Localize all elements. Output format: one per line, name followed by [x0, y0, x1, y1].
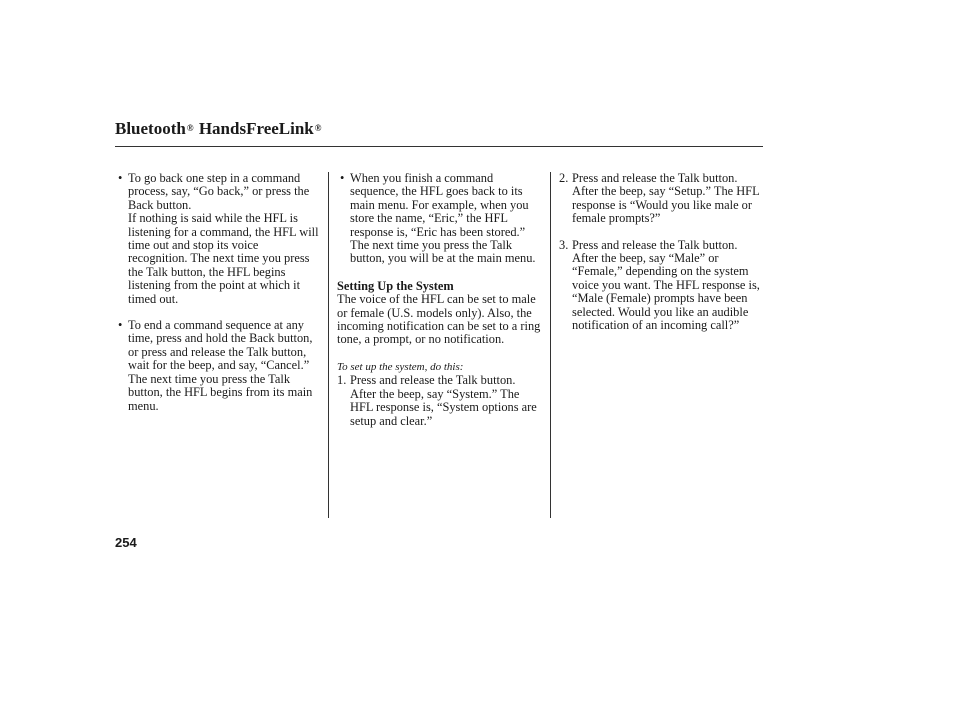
- bullet-text: To end a command sequence at any time, press and hold the Back button, or press and release the Talk button, wait for the beep, and say, “Cancel.” The next time you press the Talk button, the HFL begins from its main menu.: [128, 318, 313, 413]
- column-divider-2: [550, 172, 551, 518]
- page-title: [115, 118, 323, 140]
- bullet-end-sequence: [115, 319, 321, 413]
- column-3: [559, 172, 764, 332]
- page-number: 254: [115, 535, 137, 550]
- step-1: [337, 374, 542, 428]
- bullet-text: To go back one step in a command process, say, “Go back,” or press the Back button.: [128, 171, 310, 212]
- section-text: The voice of the HFL can be set to male or female (U.S. models only). Also, the incoming notification can be set to a ring tone, a prompt, or no notification.: [337, 292, 541, 347]
- step-text: Press and release the Talk button. After the beep, say “Setup.” The HFL response is “Would you like male or female prompts?”: [572, 171, 760, 226]
- step-number: 3.: [559, 237, 569, 252]
- bullet-go-back: [115, 172, 321, 306]
- bullet-continuation: If nothing is said while the HFL is listening for a command, the HFL will time out and stop its voice recognition. The next time you press the Talk button, the HFL begins listening from the point at which it timed out.: [128, 211, 319, 306]
- bullet-mark: •: [340, 171, 345, 185]
- title-bluetooth: Bluetooth: [115, 119, 186, 138]
- section-heading: Setting Up the System: [337, 278, 454, 293]
- column-divider-1: [328, 172, 329, 518]
- step-number: 2.: [559, 171, 569, 185]
- bullet-mark: •: [118, 171, 123, 185]
- step-text: Press and release the Talk button. After the beep, say “System.” The HFL response is, “System options are setup and clear.”: [350, 373, 537, 428]
- step-number: 1.: [337, 373, 347, 388]
- step-2: [559, 172, 764, 226]
- title-handsfreelink: HandsFreeLink: [194, 119, 314, 138]
- registered-mark: ®: [314, 123, 322, 133]
- column-2: [337, 172, 542, 428]
- registered-mark: ®: [186, 123, 194, 133]
- bullet-text: When you finish a command sequence, the HFL goes back to its main menu. For example, when you store the name, “Eric,” the HFL response is, “Eric has been stored.” The next time you press the Talk button, you will be at the main menu.: [350, 171, 536, 266]
- instruction-text: To set up the system, do this:: [337, 360, 464, 373]
- step-3: [559, 239, 764, 333]
- column-1: [115, 172, 321, 413]
- header-rule: [115, 146, 763, 147]
- bullet-mark: •: [118, 318, 123, 333]
- step-text: Press and release the Talk button. After the beep, say “Male” or “Female,” depending on the system voice you want. The HFL response is, “Male (Female) prompts have been selected. Would you like an audible notification of an incoming call?”: [572, 237, 760, 333]
- bullet-finish-sequence: [337, 172, 542, 266]
